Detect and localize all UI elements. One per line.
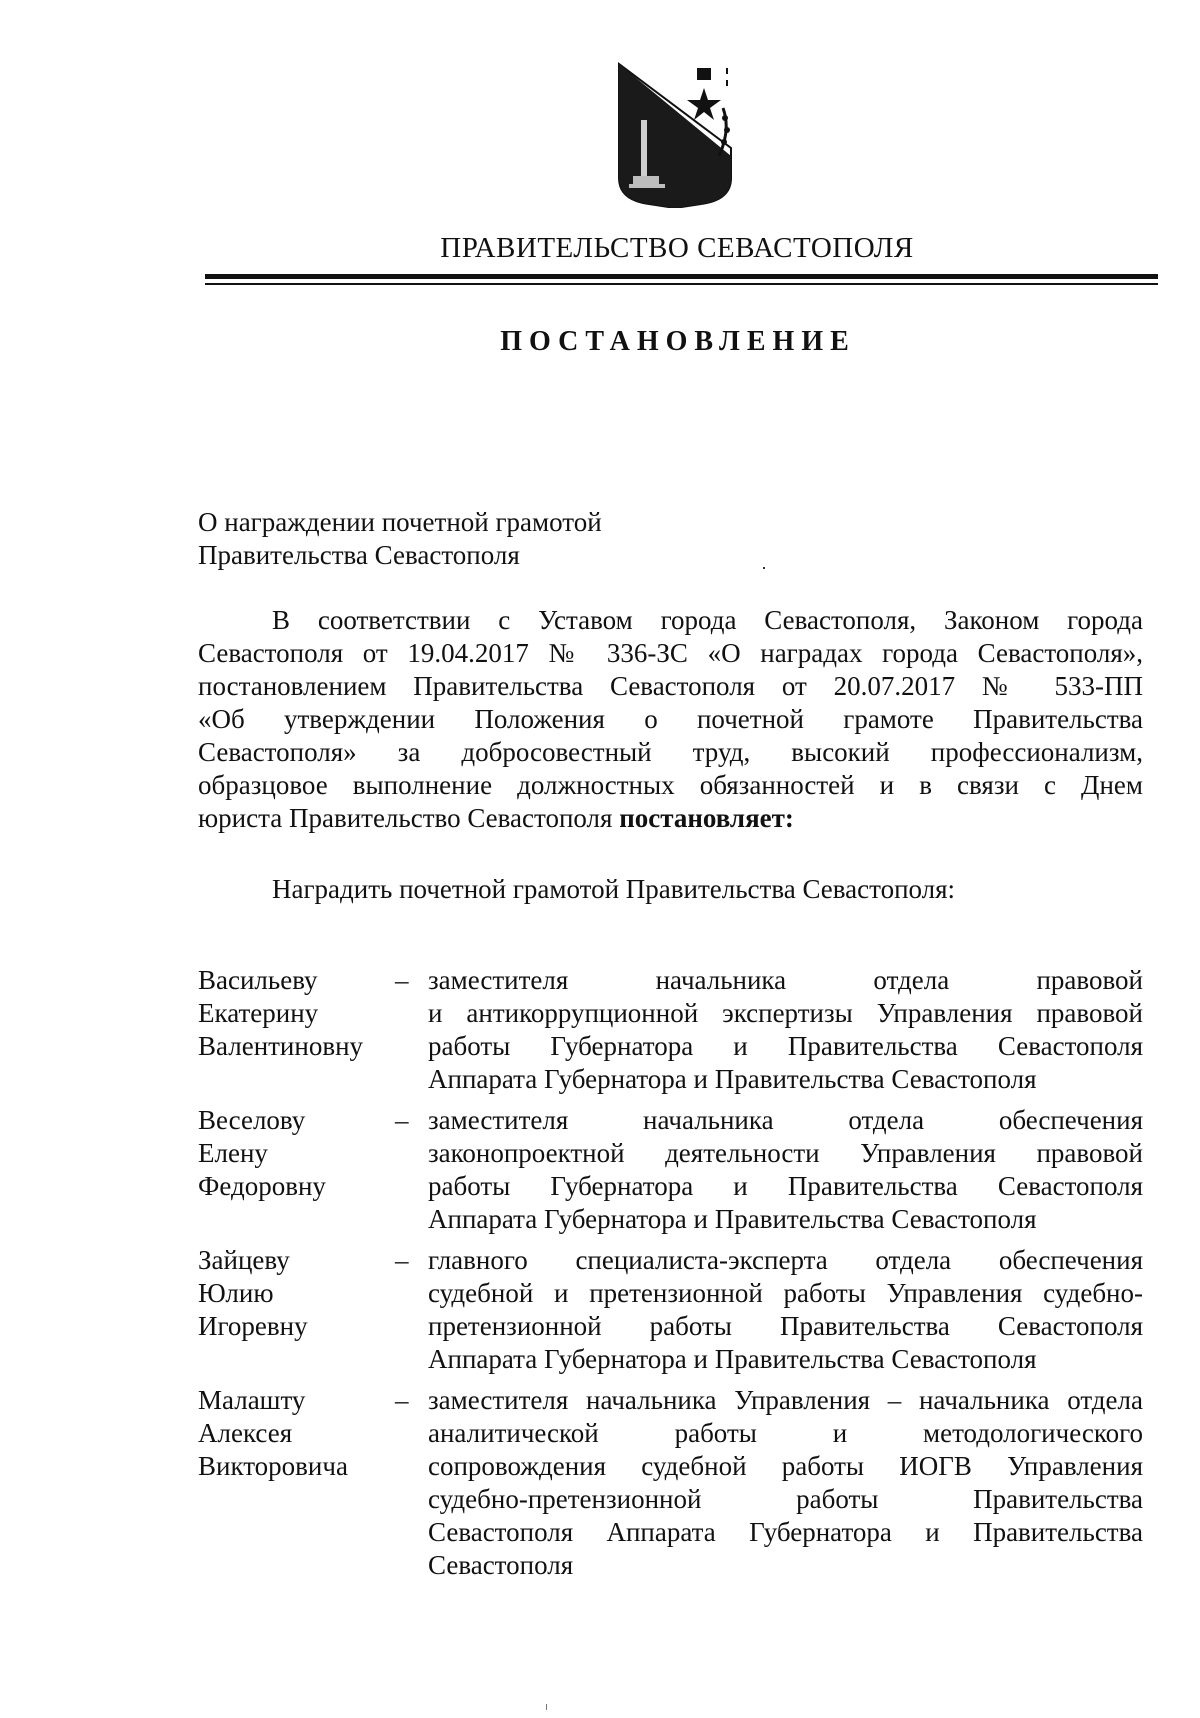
awardee-name <box>198 1384 378 1483</box>
preamble-line: Севастополя от 19.04.2017 № 336-ЗС «О наградах города Севастополя», <box>198 638 1143 668</box>
position-line: главного специалиста-эксперта отдела обеспечения <box>428 1245 1143 1275</box>
subject-line: Правительства Севастополя <box>198 540 520 570</box>
preamble-last-text: юриста Правительство Севастополя <box>198 803 620 833</box>
coat-of-arms-icon <box>615 60 735 208</box>
position-line: сопровождения судебной работы ИОГВ Управления <box>428 1451 1143 1481</box>
scan-speck <box>546 1704 547 1710</box>
awardee-patronymic: Валентиновну <box>198 1031 364 1061</box>
awardee-position <box>428 1104 1143 1236</box>
awardee-name <box>198 1104 378 1203</box>
preamble-line: Севастополя» за добросовестный труд, высокий профессионализм, <box>198 737 1143 767</box>
preamble-line-last <box>198 802 1143 835</box>
awardee-first-name: Алексея <box>198 1418 293 1448</box>
position-line: работы Губернатора и Правительства Севастополя <box>428 1031 1143 1061</box>
resolves-keyword: постановляет: <box>619 803 794 833</box>
awardee-first-name: Елену <box>198 1138 268 1168</box>
resolve-statement: Наградить почетной грамотой Правительства Севастополя: <box>272 874 956 904</box>
preamble-line: «Об утверждении Положения о почетной грамоте Правительства <box>198 704 1143 734</box>
awardee-surname: Зайцеву <box>198 1245 290 1275</box>
position-line: Севастополя Аппарата Губернатора и Правительства <box>428 1517 1143 1547</box>
awardee-position <box>428 1244 1143 1376</box>
awardee-position <box>428 964 1143 1096</box>
awardee-patronymic: Викторовича <box>198 1451 348 1481</box>
preamble-line: образцовое выполнение должностных обязанностей и в связи с Днем <box>198 770 1143 800</box>
position-line: заместителя начальника Управления – начальника отдела <box>428 1385 1143 1415</box>
awardee-surname: Малашту <box>198 1385 306 1415</box>
position-line: судебно-претензионной работы Правительства <box>428 1484 1143 1514</box>
awardee-patronymic: Федоровну <box>198 1171 326 1201</box>
awardee-name <box>198 964 378 1063</box>
position-line: заместителя начальника отдела обеспечения <box>428 1105 1143 1135</box>
preamble-line: постановлением Правительства Севастополя от 20.07.2017 № 533-ПП <box>198 671 1143 701</box>
entry-dash: – <box>395 1245 409 1275</box>
awardee-surname: Веселову <box>198 1105 306 1135</box>
position-line: законопроектной деятельности Управления правовой <box>428 1138 1143 1168</box>
preamble-paragraph <box>198 604 1143 835</box>
header-rule-thin <box>205 283 1158 285</box>
government-name <box>0 232 1200 265</box>
position-line: и антикоррупционной экспертизы Управления правовой <box>428 998 1143 1028</box>
subject-line: О награждении почетной грамотой <box>198 507 602 537</box>
position-line: аналитической работы и методологического <box>428 1418 1143 1448</box>
position-line: претензионной работы Правительства Севастополя <box>428 1311 1143 1341</box>
awardee-patronymic: Игоревну <box>198 1311 308 1341</box>
entry-dash: – <box>395 1105 409 1135</box>
awardee-first-name: Юлию <box>198 1278 274 1308</box>
scan-speck <box>763 567 765 569</box>
awardee-surname: Васильеву <box>198 965 318 995</box>
position-line: работы Губернатора и Правительства Севастополя <box>428 1171 1143 1201</box>
awardee-position <box>428 1384 1143 1582</box>
position-line: Аппарата Губернатора и Правительства Севастополя <box>428 1344 1037 1374</box>
government-name-text: ПРАВИТЕЛЬСТВО СЕВАСТОПОЛЯ <box>440 232 914 264</box>
awardee-first-name: Екатерину <box>198 998 319 1028</box>
position-line: судебной и претензионной работы Управления судебно- <box>428 1278 1143 1308</box>
header-rule-thick <box>205 274 1158 279</box>
entry-dash: – <box>395 1385 409 1415</box>
position-line: заместителя начальника отдела правовой <box>428 965 1143 995</box>
preamble-line: В соответствии с Уставом города Севастополя, Законом города <box>272 605 1143 635</box>
awardee-name <box>198 1244 378 1343</box>
position-line: Севастополя <box>428 1550 574 1580</box>
entry-dash: – <box>395 965 409 995</box>
document-subject <box>198 506 602 572</box>
position-line: Аппарата Губернатора и Правительства Севастополя <box>428 1204 1037 1234</box>
document-type: ПОСТАНОВЛЕНИЕ <box>500 326 856 357</box>
position-line: Аппарата Губернатора и Правительства Севастополя <box>428 1064 1037 1094</box>
